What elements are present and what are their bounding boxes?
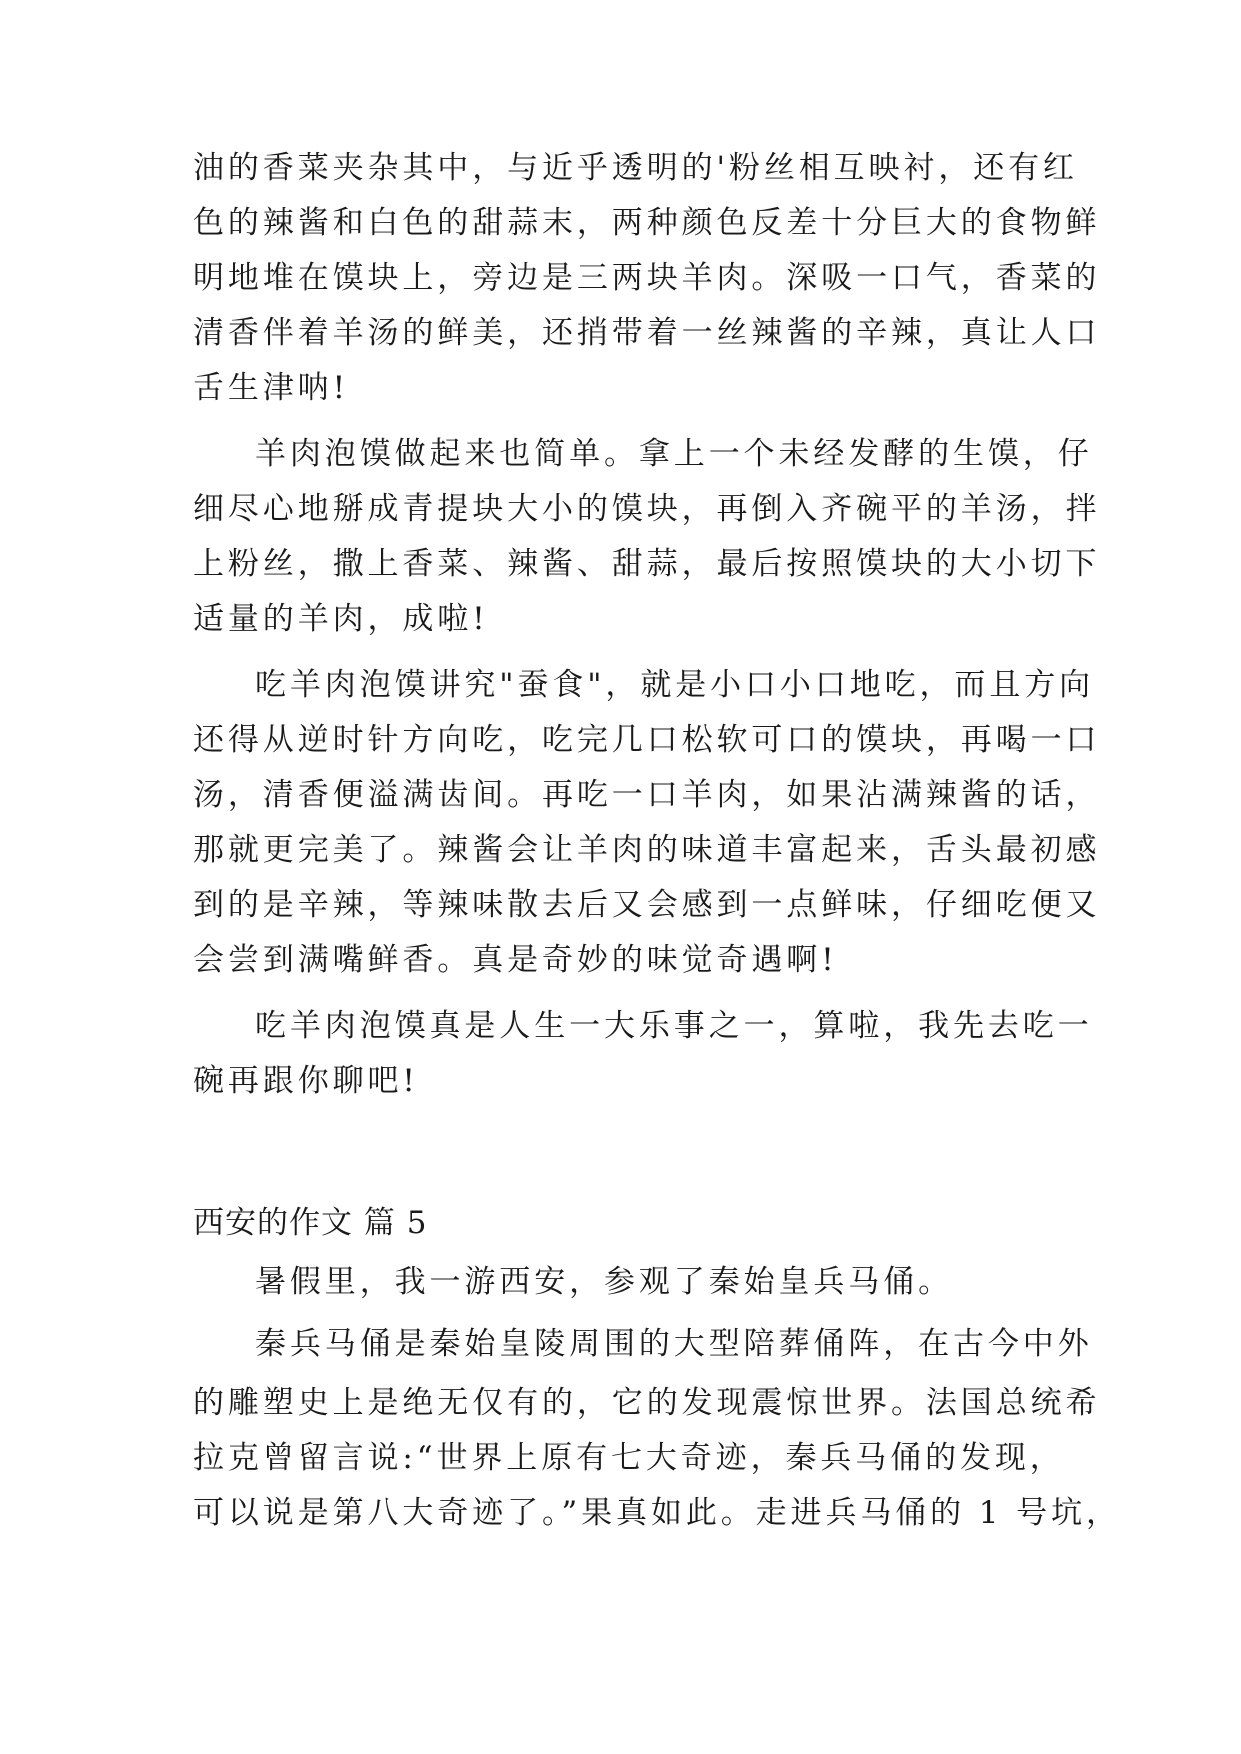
body-text-line: 暑假里，我一游西安，参观了秦始皇兵马俑。: [255, 1264, 953, 1300]
body-text-line: 的雕塑史上是绝无仅有的，它的发现震惊世界。法国总统希: [193, 1385, 1101, 1421]
body-text-line: 到的是辛辣，等辣味散去后又会感到一点鲜味，仔细吃便又: [193, 887, 1101, 923]
body-text-line: 碗再跟你聊吧!: [193, 1063, 419, 1099]
body-text-line: 舌生津呐!: [193, 370, 349, 406]
body-text-line: 秦兵马俑是秦始皇陵周围的大型陪葬俑阵，在古今中外: [255, 1326, 1093, 1362]
body-text-line: 吃羊肉泡馍真是人生一大乐事之一，算啦，我先去吃一: [255, 1008, 1093, 1044]
section-heading: 西安的作文 篇 5: [193, 1205, 428, 1241]
body-text-line: 汤，清香便溢满齿间。再吃一口羊肉，如果沾满辣酱的话，: [193, 777, 1101, 813]
body-text-line: 羊肉泡馍做起来也简单。拿上一个未经发酵的生馍，仔: [255, 436, 1093, 472]
body-text-line: 吃羊肉泡馍讲究"蚕食"，就是小口小口地吃，而且方向: [255, 667, 1095, 703]
body-text-line: 上粉丝，撒上香菜、辣酱、甜蒜，最后按照馍块的大小切下: [193, 546, 1101, 582]
body-text-line: 拉克曾留言说:“世界上原有七大奇迹，秦兵马俑的发现，: [193, 1440, 1065, 1476]
body-text-line: 可以说是第八大奇迹了。”果真如此。走进兵马俑的 1 号坑，: [193, 1495, 1121, 1531]
body-text-line: 细尽心地掰成青提块大小的馍块，再倒入齐碗平的羊汤，拌: [193, 491, 1101, 527]
body-text-line: 清香伴着羊汤的鲜美，还捎带着一丝辣酱的辛辣，真让人口: [193, 315, 1101, 351]
body-text-line: 色的辣酱和白色的甜蒜末，两种颜色反差十分巨大的食物鲜: [193, 205, 1101, 241]
body-text-line: 明地堆在馍块上，旁边是三两块羊肉。深吸一口气，香菜的: [193, 260, 1101, 296]
body-text-line: 油的香菜夹杂其中，与近乎透明的'粉丝相互映衬，还有红: [193, 150, 1078, 186]
body-text-line: 适量的羊肉，成啦!: [193, 601, 489, 637]
body-text-line: 会尝到满嘴鲜香。真是奇妙的味觉奇遇啊!: [193, 942, 838, 978]
body-text-line: 那就更完美了。辣酱会让羊肉的味道丰富起来，舌头最初感: [193, 832, 1101, 868]
body-text-line: 还得从逆时针方向吃，吃完几口松软可口的馍块，再喝一口: [193, 722, 1101, 758]
